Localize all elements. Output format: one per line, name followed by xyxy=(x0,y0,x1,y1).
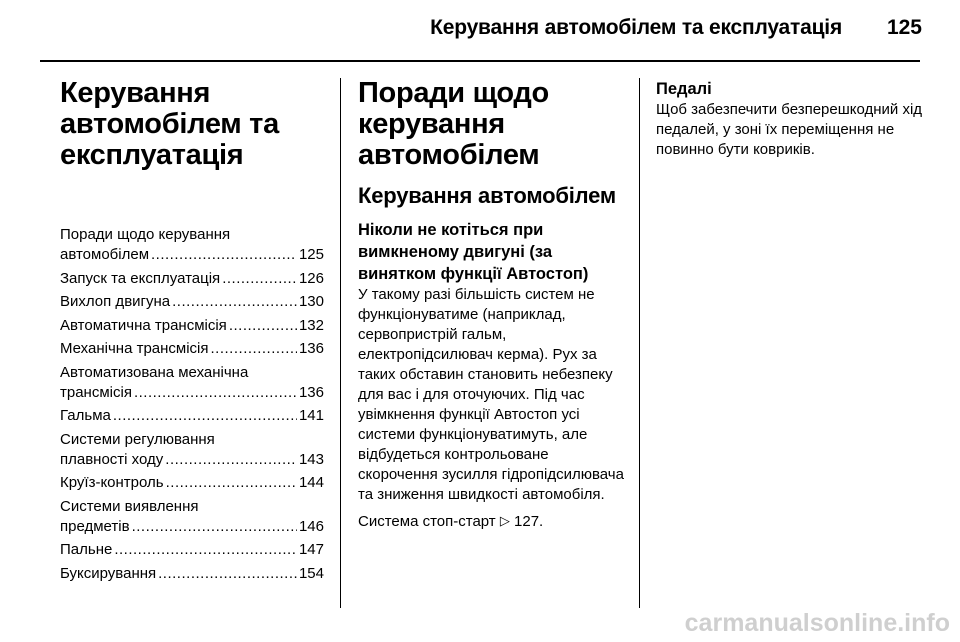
subsection-title: Керування автомобілем xyxy=(358,183,616,208)
toc-entry-page: 126 xyxy=(298,269,324,287)
pedals-heading: Педалі xyxy=(656,80,712,98)
toc-entry[interactable] xyxy=(60,339,324,359)
toc-entry-label: Вихлоп двигуна xyxy=(60,293,171,310)
right-text-column xyxy=(656,78,926,160)
toc-leader-dots xyxy=(151,245,297,265)
toc-leader-dots xyxy=(165,450,297,470)
table-of-contents xyxy=(60,225,324,584)
running-header-title: Керування автомобілем та експлуатація xyxy=(430,16,842,39)
toc-entry-label: автомобілем xyxy=(60,246,150,263)
toc-entry[interactable] xyxy=(60,363,324,403)
toc-entry-label: предметів xyxy=(60,517,130,535)
column-divider-right xyxy=(639,78,640,608)
toc-entry-page: 125 xyxy=(298,246,324,263)
toc-entry-label: Механічна трансмісія xyxy=(60,340,209,357)
toc-entry-label: Пальне xyxy=(60,541,113,558)
toc-entry-label: плавності ходу xyxy=(60,450,164,468)
main-text-column xyxy=(358,78,626,532)
cross-reference-page: 127. xyxy=(514,513,544,530)
toc-entry-label: Запуск та експлуатація xyxy=(60,269,221,287)
toc-leader-dots xyxy=(134,383,297,403)
toc-entry[interactable] xyxy=(60,225,324,265)
toc-leader-dots xyxy=(172,292,297,312)
toc-leader-dots xyxy=(113,406,297,426)
toc-leader-dots xyxy=(114,540,297,560)
chapter-title: Керування автомобілем та експлуатація xyxy=(60,77,279,171)
toc-entry-label-line1: Системи виявлення xyxy=(60,497,199,515)
toc-entry-page: 132 xyxy=(298,316,324,334)
toc-entry[interactable] xyxy=(60,564,324,584)
toc-entry-page: 147 xyxy=(298,541,324,558)
toc-leader-dots xyxy=(158,564,297,584)
toc-entry-label: трансмісія xyxy=(60,383,132,401)
toc-entry[interactable] xyxy=(60,473,324,493)
toc-leader-dots xyxy=(132,517,297,537)
toc-entry-label-line1: Поради щодо керування xyxy=(60,226,231,243)
watermark: carmanualsonline.info xyxy=(684,609,950,637)
toc-entry[interactable] xyxy=(60,406,324,426)
toc-entry-label: Автоматична трансмісія xyxy=(60,316,227,334)
toc-entry[interactable] xyxy=(60,292,324,312)
page-header xyxy=(0,0,960,60)
toc-entry[interactable] xyxy=(60,269,324,289)
toc-entry[interactable] xyxy=(60,316,324,336)
column-divider-left xyxy=(340,78,341,608)
toc-column xyxy=(60,78,324,587)
page-number: 125 xyxy=(886,16,922,39)
toc-leader-dots xyxy=(222,269,297,289)
warning-paragraph: У такому разі більшість систем не функціонуватиме (наприклад, сервопристрій гальм, електропідсилювач керма). Рух за таких обставин становить небезпеку для вас і для оточуючих. Під час увімкнення функції Автостоп усі системи функціонуватимуть, але відбудеться контрольоване скорочення зусилля гідропідсилювача та зниження швидкості автомобіля. xyxy=(358,286,624,503)
toc-entry-label-line1: Автоматизована механічна xyxy=(60,363,249,381)
arrow-right-icon: ▷ xyxy=(499,513,510,528)
header-divider xyxy=(40,60,920,62)
cross-reference-text: Система стоп-старт xyxy=(358,513,496,530)
pedals-paragraph: Щоб забезпечити безперешкодний хід педалей, у зоні їх переміщення не повинно бути ковриків. xyxy=(656,101,923,158)
toc-entry-label-line1: Системи регулювання xyxy=(60,430,215,448)
toc-entry-page: 130 xyxy=(298,293,324,310)
toc-entry-label: Гальма xyxy=(60,407,111,424)
toc-leader-dots xyxy=(229,316,297,336)
toc-entry-label: Буксирування xyxy=(60,564,157,582)
toc-entry[interactable] xyxy=(60,497,324,537)
toc-entry-page: 146 xyxy=(298,517,324,535)
toc-entry[interactable] xyxy=(60,540,324,560)
toc-entry-page: 154 xyxy=(298,564,324,582)
toc-entry[interactable] xyxy=(60,430,324,470)
toc-entry-page: 143 xyxy=(298,450,324,468)
section-title: Поради щодо керування автомобілем xyxy=(358,77,549,171)
cross-reference[interactable] xyxy=(358,511,626,532)
toc-entry-page: 136 xyxy=(298,340,324,357)
toc-entry-page: 144 xyxy=(298,474,324,491)
toc-entry-page: 141 xyxy=(298,407,324,424)
toc-entry-page: 136 xyxy=(298,383,324,401)
toc-leader-dots xyxy=(166,473,297,493)
toc-entry-label: Круїз-контроль xyxy=(60,474,164,491)
toc-leader-dots xyxy=(211,339,297,359)
warning-heading: Ніколи не котіться при вимкненому двигуні (за винятком функції Автостоп) xyxy=(358,221,589,283)
